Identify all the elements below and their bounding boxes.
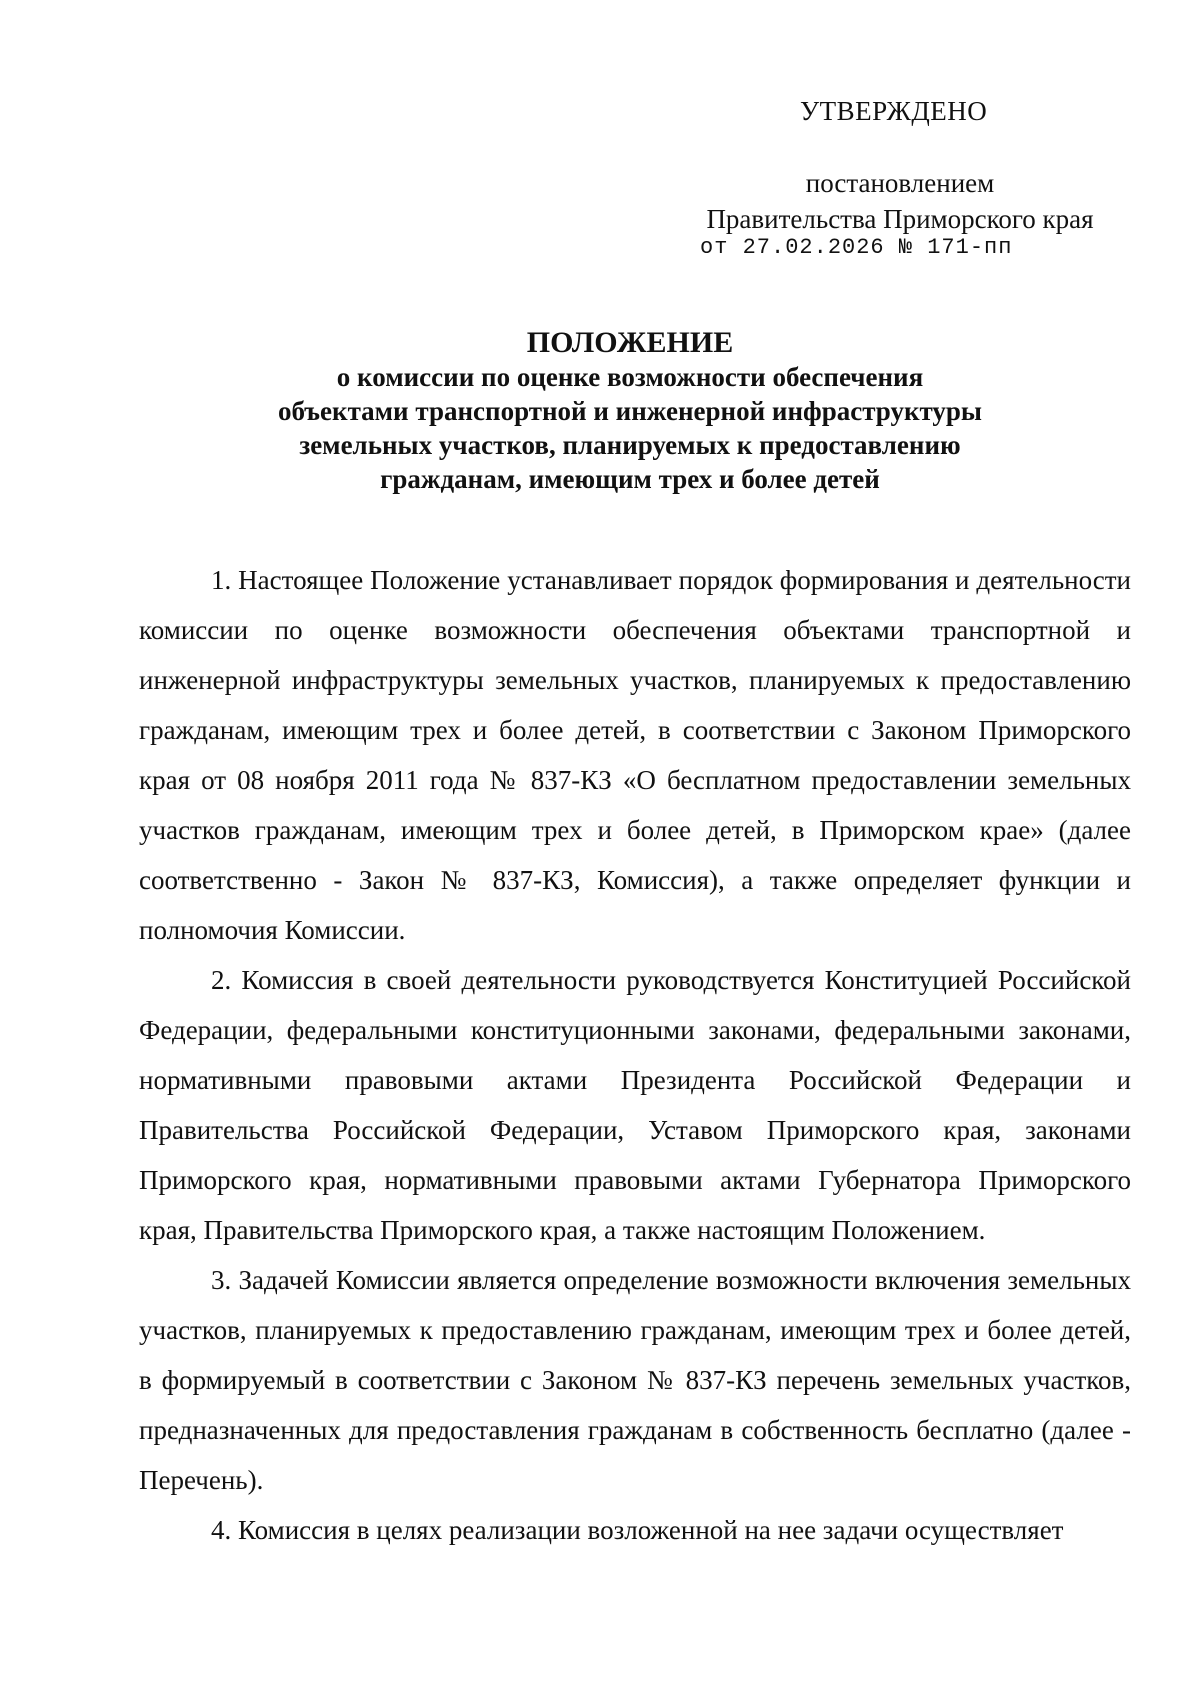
subtitle-line: гражданам, имеющим трех и более детей [380,464,880,494]
document-body [139,555,1131,1555]
paragraph-2: 2. Комиссия в своей деятельности руководствуется Конституцией Российской Федерации, федеральными конституционными законами, федеральными законами, нормативными правовыми актами Президента Российской Федерации и Правительства Российской Федерации, Уставом Приморского края, законами Приморского края, нормативными правовыми актами Губернатора Приморского края, Правительства Приморского края, а также настоящим Положением. [139,965,1131,1245]
paragraph-3: 3. Задачей Комиссии является определение возможности включения земельных участков, планируемых к предоставлению гражданам, имеющим трех и более детей, в формируемый в соответствии с Законом № 837-КЗ перечень земельных участков, предназначенных для предоставления гражданам в собственность бесплатно (далее - Перечень). [139,1265,1131,1495]
decree-date-number: от 27.02.2026 № 171-пп [700,235,1013,260]
decree-reference [680,165,1120,237]
approved-label: УТВЕРЖДЕНО [800,96,988,126]
document-title: ПОЛОЖЕНИЕ [526,326,734,359]
paragraph-4: 4. Комиссия в целях реализации возложенной на нее задачи осуществляет [211,1515,1064,1545]
subtitle-line: о комиссии по оценке возможности обеспечения [336,362,924,392]
decree-line-1: постановлением [805,168,995,198]
decree-line-2: Правительства Приморского края [706,204,1094,234]
document-subtitle [140,360,1120,496]
subtitle-line: земельных участков, планируемых к предоставлению [299,430,961,460]
subtitle-line: объектами транспортной и инженерной инфраструктуры [277,396,983,426]
paragraph-1: 1. Настоящее Положение устанавливает порядок формирования и деятельности комиссии по оценке возможности обеспечения объектами транспортной и инженерной инфраструктуры земельных участков, планируемых к предоставлению гражданам, имеющим трех и более детей, в соответствии с Законом Приморского края от 08 ноября 2011 года № 837-КЗ «О бесплатном предоставлении земельных участков гражданам, имеющим трех и более детей, в Приморском крае» (далее соответственно - Закон № 837-КЗ, Комиссия), а также определяет функции и полномочия Комиссии. [139,565,1131,945]
